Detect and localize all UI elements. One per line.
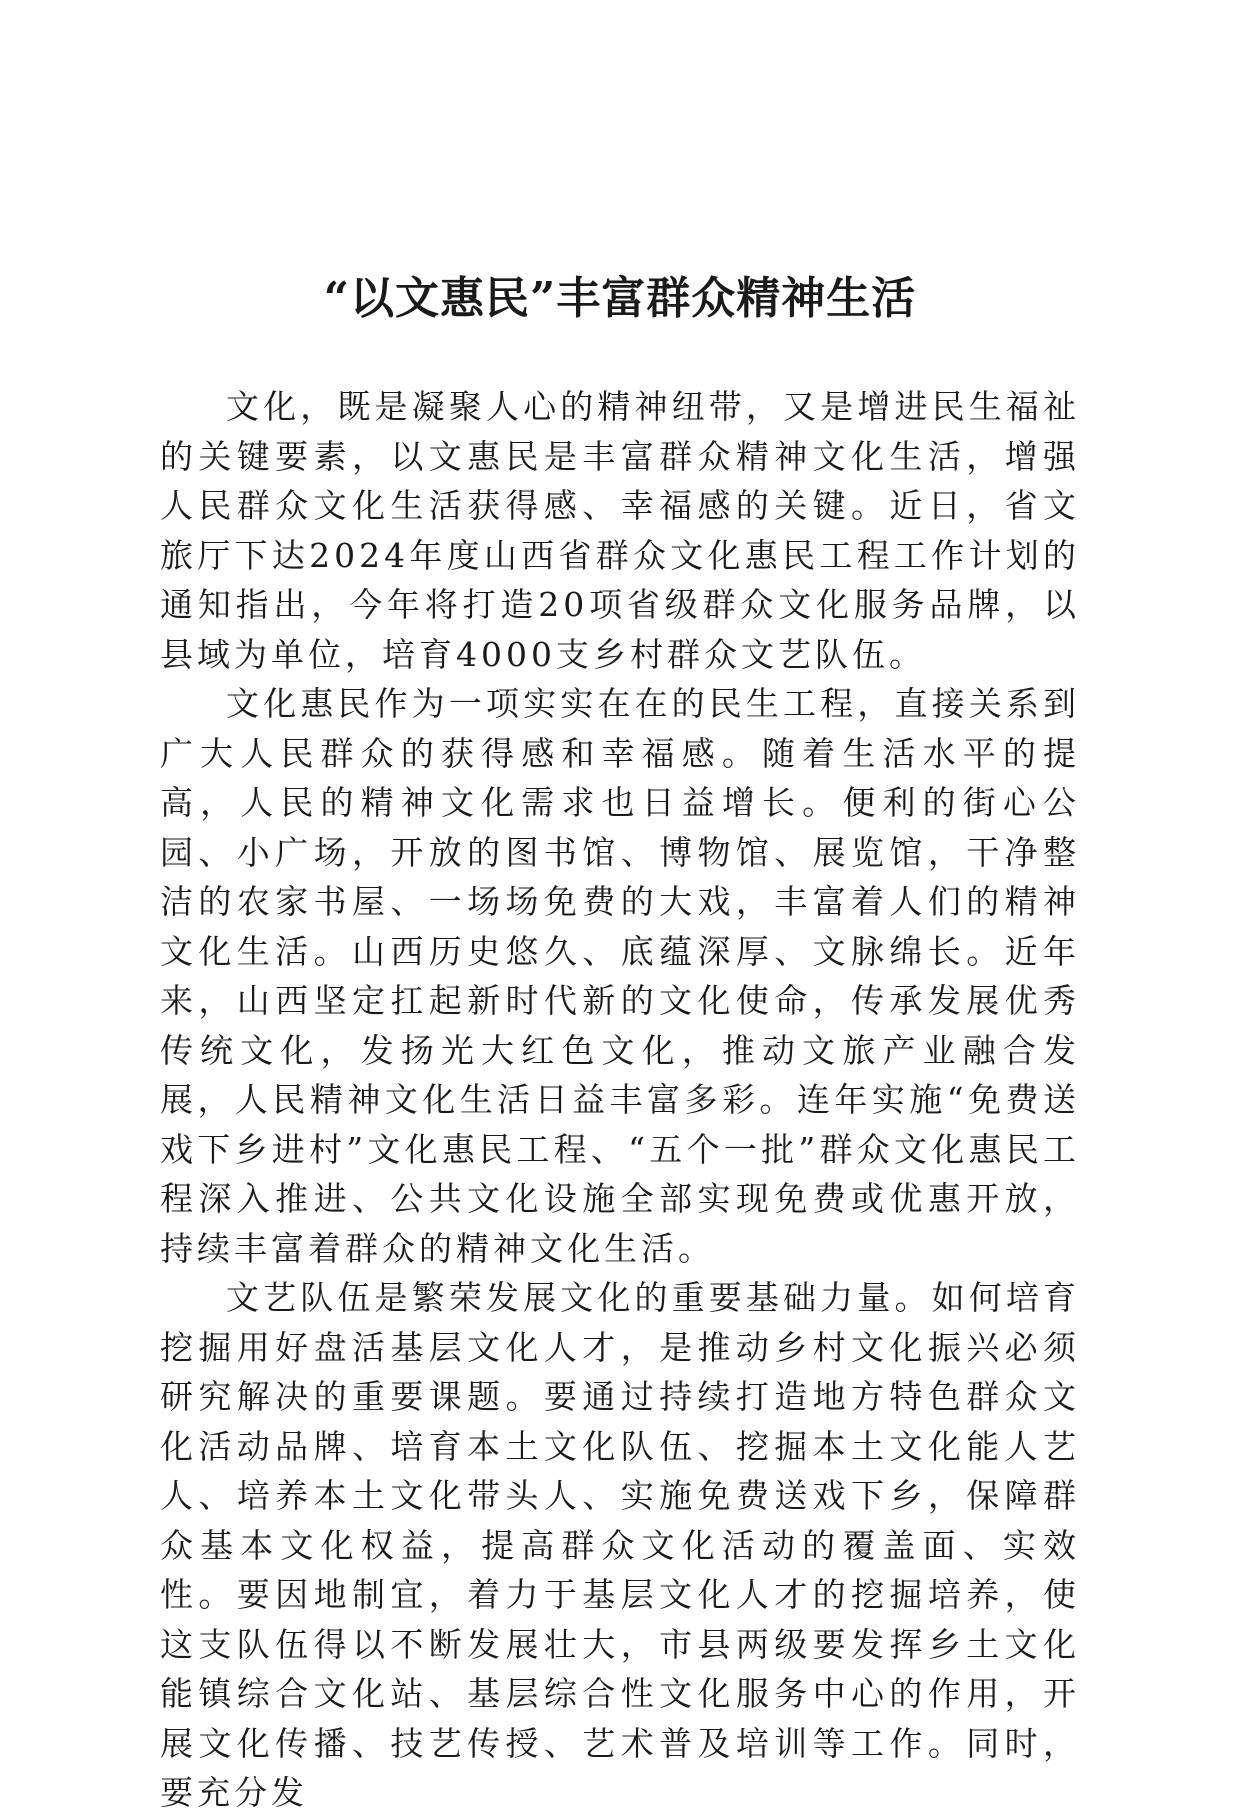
paragraph-2: 文化惠民作为一项实实在在的民生工程，直接关系到广大人民群众的获得感和幸福感。随着生活水平的提高，人民的精神文化需求也日益增长。便利的街心公园、小广场，开放的图书馆、博物馆、展览馆，干净整洁的农家书屋、一场场免费的大戏，丰富着人们的精神文化生活。山西历史悠久、底蕴深厚、文脉绵长。近年来，山西坚定扛起新时代新的文化使命，传承发展优秀传统文化，发扬光大红色文化，推动文旅产业融合发展，人民精神文化生活日益丰富多彩。连年实施“免费送戏下乡进村”文化惠民工程、“五个一批”群众文化惠民工程深入推进、公共文化设施全部实现免费或优惠开放，持续丰富着群众的精神文化生活。 [160, 684, 1080, 1268]
paragraph-3: 文艺队伍是繁荣发展文化的重要基础力量。如何培育挖掘用好盘活基层文化人才，是推动乡村文化振兴必须研究解决的重要课题。要通过持续打造地方特色群众文化活动品牌、培育本土文化队伍、挖掘本土文化能人艺人、培养本土文化带头人、实施免费送戏下乡，保障群众基本文化权益，提高群众文化活动的覆盖面、实效性。要因地制宜，着力于基层文化人才的挖掘培养，使这支队伍得以不断发展壮大，市县两级要发挥乡土文化能镇综合文化站、基层综合性文化服务中心的作用，开展文化传播、技艺传授、艺术普及培训等工作。同时，要充分发 [160, 1278, 1080, 1812]
paragraph-1: 文化，既是凝聚人心的精神纽带，又是增进民生福祉的关键要素，以文惠民是丰富群众精神文化生活，增强人民群众文化生活获得感、幸福感的关键。近日，省文旅厅下达2024年度山西省群众文化惠民工程工作计划的通知指出，今年将打造20项省级群众文化服务品牌，以县域为单位，培育4000支乡村群众文艺队伍。 [160, 387, 1080, 674]
article-body [160, 382, 1080, 1818]
page-title: “以文惠民”丰富群众精神生活 [323, 273, 917, 325]
